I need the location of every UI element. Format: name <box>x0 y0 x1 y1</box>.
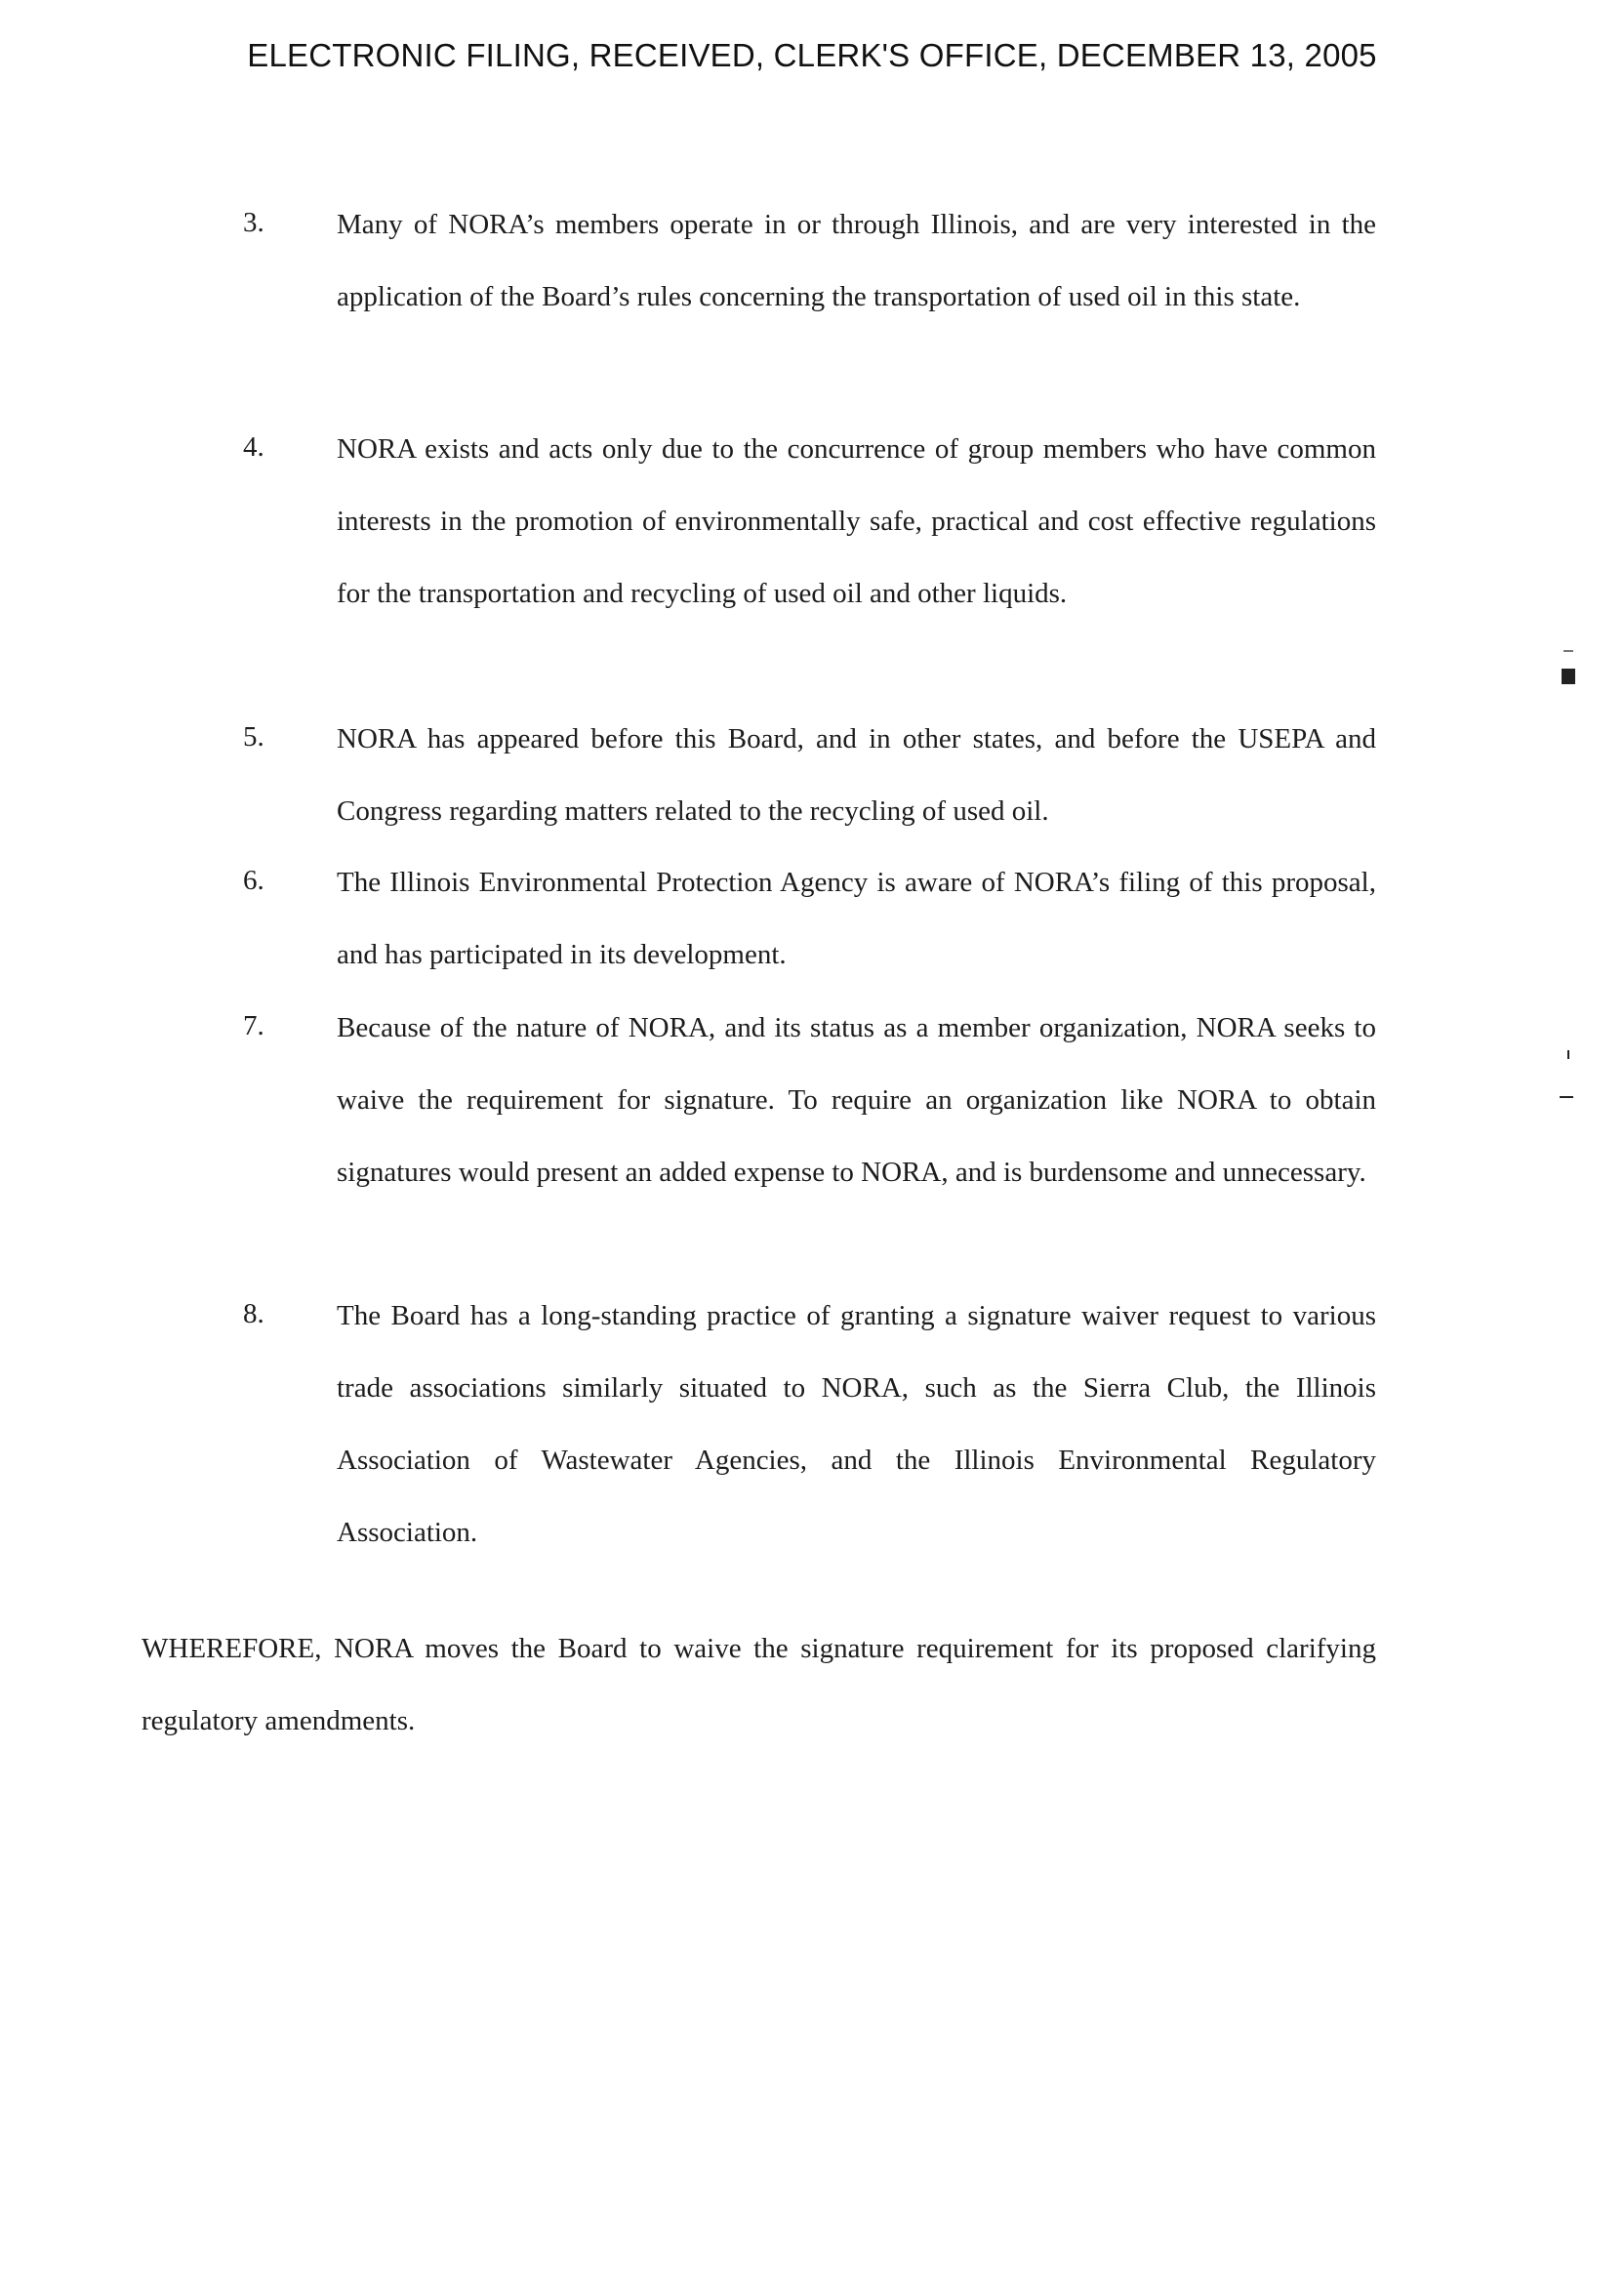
item-text: Many of NORA’s members operate in or through Illinois, and are very interested in the application of the Board’s rules concerning the transportation of used oil in this state. <box>337 209 1376 312</box>
item-number: 4. <box>243 431 264 463</box>
closing-paragraph: WHEREFORE, NORA moves the Board to waive the signature requirement for its proposed clarifying regulatory amendments. <box>142 1633 1376 1736</box>
scan-artifact <box>1560 1096 1573 1098</box>
scan-artifact <box>1563 650 1573 652</box>
scan-artifact <box>1562 669 1575 684</box>
item-text: The Illinois Environmental Protection Agency is aware of NORA’s filing of this proposal, and has participated in its development. <box>337 867 1376 970</box>
item-number: 7. <box>243 1010 264 1041</box>
item-number: 8. <box>243 1298 264 1329</box>
filing-header: ELECTRONIC FILING, RECEIVED, CLERK'S OFFICE, DECEMBER 13, 2005 <box>247 37 1377 73</box>
scan-artifact <box>1567 1050 1569 1059</box>
item-number: 3. <box>243 207 264 238</box>
item-text: Because of the nature of NORA, and its status as a member organization, NORA seeks to waive the requirement for signature. To require an organization like NORA to obtain signatures would present an added expense to NORA, and is burdensome and unnecessary. <box>337 1012 1376 1188</box>
item-text: NORA has appeared before this Board, and in other states, and before the USEPA and Congress regarding matters related to the recycling of used oil. <box>337 723 1376 827</box>
item-text: NORA exists and acts only due to the concurrence of group members who have common interests in the promotion of environmentally safe, practical and cost effective regulations for the transportation and recycling of used oil and other liquids. <box>337 433 1376 609</box>
item-number: 5. <box>243 721 264 753</box>
item-number: 6. <box>243 865 264 896</box>
item-text: The Board has a long-standing practice of granting a signature waiver request to various trade associations similarly situated to NORA, such as the Sierra Club, the Illinois Association of Wastewater Agencies, and the Illinois Environmental Regulatory Association. <box>337 1300 1376 1548</box>
